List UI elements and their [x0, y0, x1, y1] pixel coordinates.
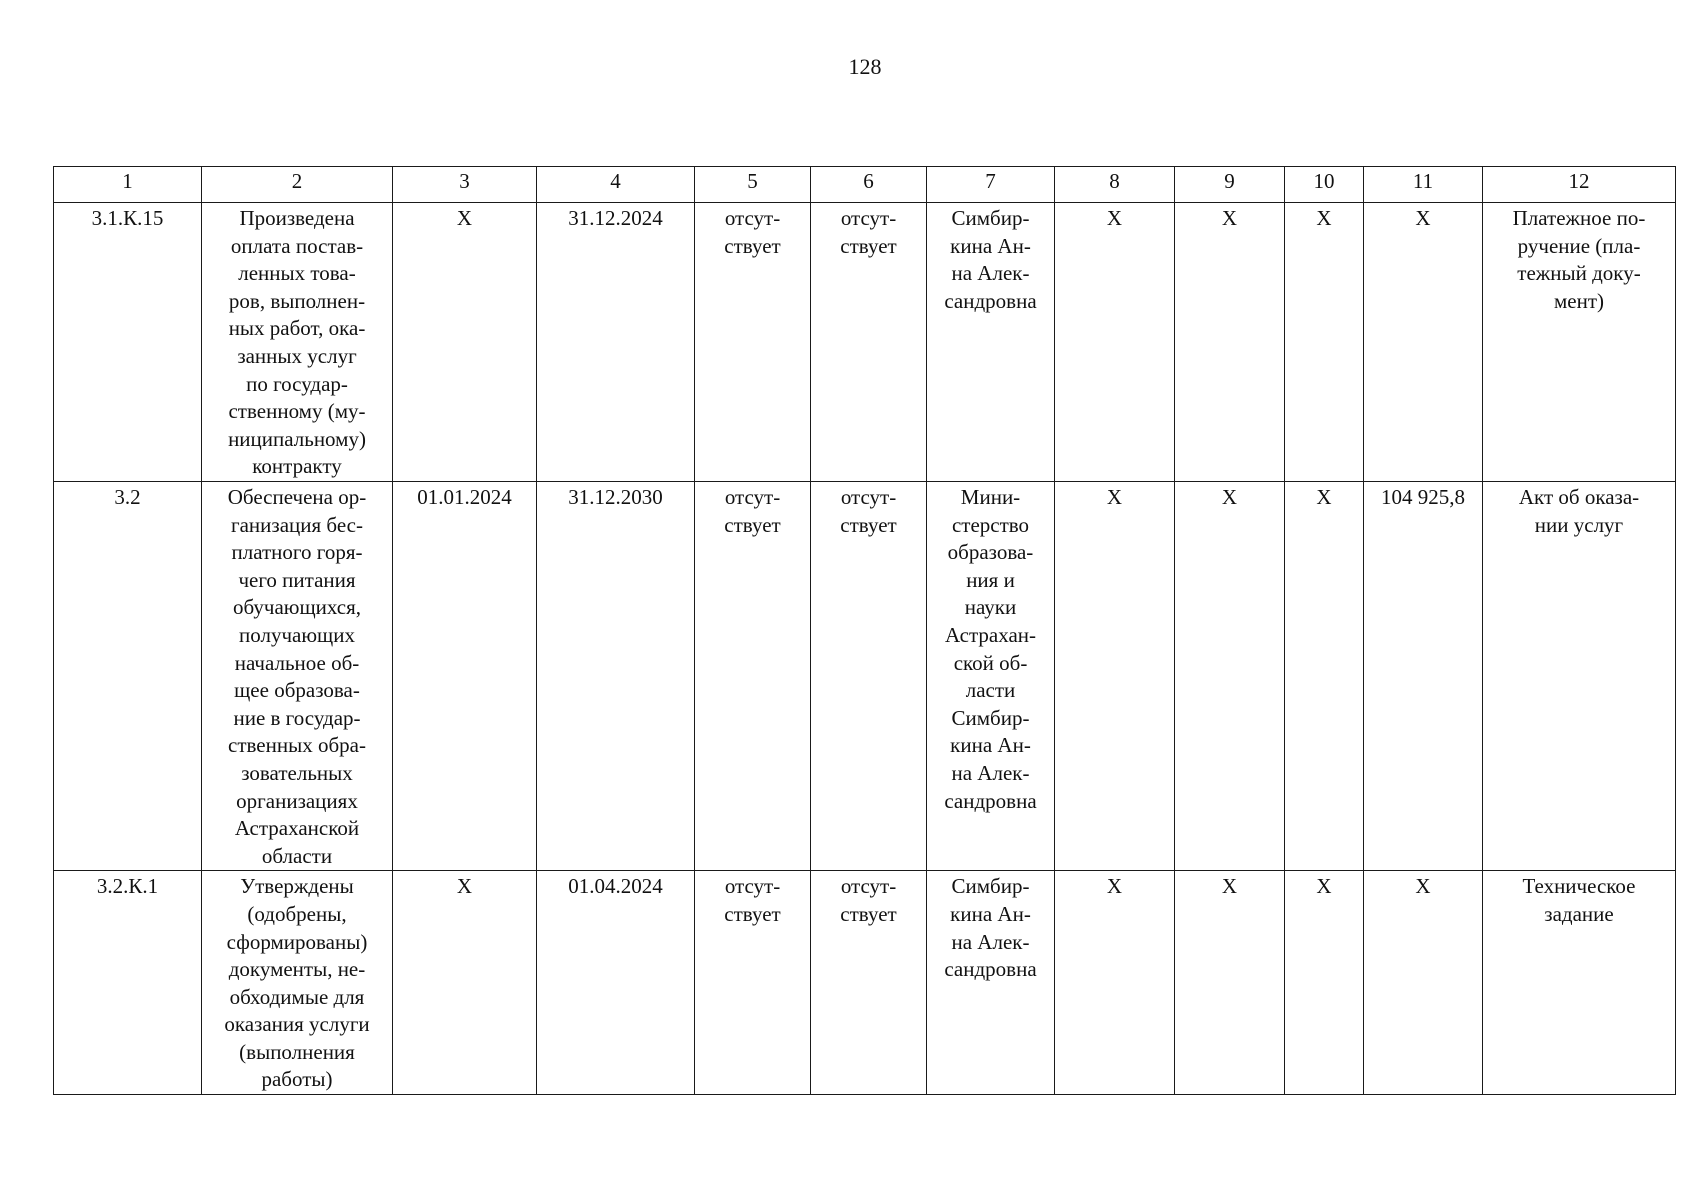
start-date-cell: X — [393, 871, 537, 1095]
column-header: 9 — [1175, 167, 1285, 203]
col5-cell: отсут- ствует — [695, 482, 811, 871]
end-date-cell: 31.12.2024 — [537, 203, 695, 482]
row-code: 3.1.К.15 — [54, 203, 202, 482]
col10-cell: X — [1285, 871, 1364, 1095]
amount-cell: X — [1364, 871, 1483, 1095]
col5-cell: отсут- ствует — [695, 203, 811, 482]
col5-cell: отсут- ствует — [695, 871, 811, 1095]
row-description: Обеспечена ор- ганизация бес- платного горя- чего питания обучающихся, получающих начальное об- щее образова- ние в государ- ственных обра- зовательных организациях Астраханской области — [202, 482, 393, 871]
row-code: 3.2.К.1 — [54, 871, 202, 1095]
table-row — [54, 482, 1676, 871]
column-header: 7 — [927, 167, 1055, 203]
column-header: 12 — [1483, 167, 1676, 203]
row-description: Утверждены (одобрены, сформированы) документы, не- обходимые для оказания услуги (выполнения работы) — [202, 871, 393, 1095]
column-header: 10 — [1285, 167, 1364, 203]
column-header: 5 — [695, 167, 811, 203]
col9-cell: X — [1175, 482, 1285, 871]
table-row — [54, 203, 1676, 482]
col6-cell: отсут- ствует — [811, 871, 927, 1095]
responsible-cell: Мини- стерство образова- ния и науки Астрахан- ской об- ласти Симбир- кина Ан- на Алек- сандровна — [927, 482, 1055, 871]
row-description: Произведена оплата постав- ленных това- ров, выполнен- ных работ, ока- занных услуг по государ- ственному (му- ниципальному) контракту — [202, 203, 393, 482]
col6-cell: отсут- ствует — [811, 203, 927, 482]
row-code: 3.2 — [54, 482, 202, 871]
col10-cell: X — [1285, 203, 1364, 482]
col8-cell: X — [1055, 203, 1175, 482]
col8-cell: X — [1055, 871, 1175, 1095]
plan-table — [53, 166, 1676, 1095]
document-type-cell: Платежное по- ручение (пла- тежный доку- мент) — [1483, 203, 1676, 482]
table-row — [54, 871, 1676, 1095]
amount-cell: 104 925,8 — [1364, 482, 1483, 871]
column-header: 2 — [202, 167, 393, 203]
responsible-cell: Симбир- кина Ан- на Алек- сандровна — [927, 203, 1055, 482]
col9-cell: X — [1175, 203, 1285, 482]
col8-cell: X — [1055, 482, 1175, 871]
document-type-cell: Техническое задание — [1483, 871, 1676, 1095]
end-date-cell: 01.04.2024 — [537, 871, 695, 1095]
end-date-cell: 31.12.2030 — [537, 482, 695, 871]
document-type-cell: Акт об оказа- нии услуг — [1483, 482, 1676, 871]
column-header: 3 — [393, 167, 537, 203]
amount-cell: X — [1364, 203, 1483, 482]
page-number: 128 — [848, 54, 882, 79]
column-header: 4 — [537, 167, 695, 203]
column-header: 11 — [1364, 167, 1483, 203]
start-date-cell: 01.01.2024 — [393, 482, 537, 871]
start-date-cell: X — [393, 203, 537, 482]
col10-cell: X — [1285, 482, 1364, 871]
responsible-cell: Симбир- кина Ан- на Алек- сандровна — [927, 871, 1055, 1095]
column-header: 6 — [811, 167, 927, 203]
column-header: 1 — [54, 167, 202, 203]
col9-cell: X — [1175, 871, 1285, 1095]
col6-cell: отсут- ствует — [811, 482, 927, 871]
column-number-row — [54, 167, 1676, 203]
column-header: 8 — [1055, 167, 1175, 203]
